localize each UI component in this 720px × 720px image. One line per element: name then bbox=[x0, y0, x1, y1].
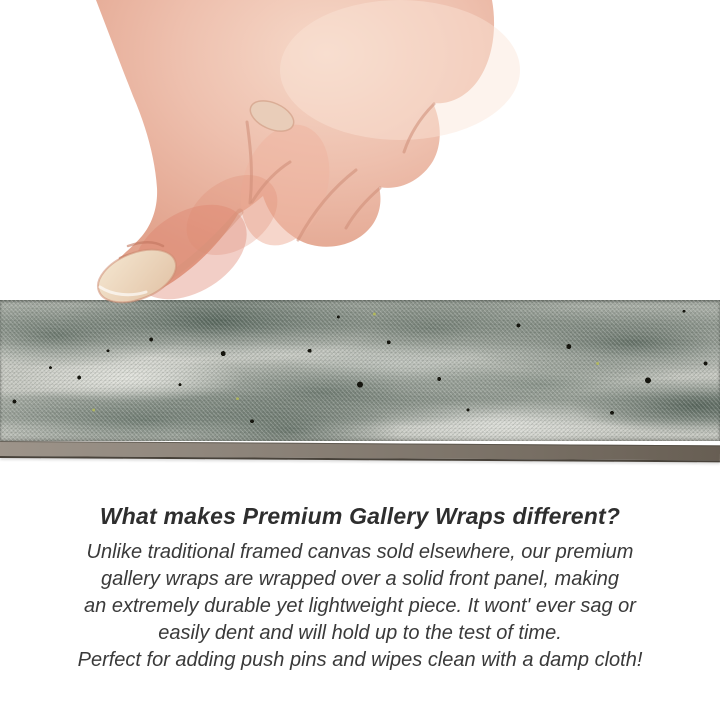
body-line-4: easily dent and will hold up to the test of time. bbox=[158, 622, 562, 644]
body-line-3: an extremely durable yet lightweight piece. It wont' ever sag or bbox=[84, 595, 636, 617]
knuckle-highlight bbox=[280, 0, 520, 140]
hand-photo bbox=[0, 0, 720, 310]
body-line-5: Perfect for adding push pins and wipes clean with a damp cloth! bbox=[77, 649, 643, 671]
canvas-side-edge bbox=[0, 441, 720, 462]
body-line-1: Unlike traditional framed canvas sold elsewhere, our premium bbox=[86, 541, 634, 563]
description-block bbox=[0, 501, 720, 674]
body-line-2: gallery wraps are wrapped over a solid front panel, making bbox=[100, 568, 620, 590]
hand-pressing-thumb-illustration bbox=[0, 0, 720, 310]
canvas-edge-photo bbox=[0, 300, 720, 441]
heading: What makes Premium Gallery Wraps different? bbox=[99, 503, 621, 529]
canvas-speckles bbox=[0, 300, 720, 441]
